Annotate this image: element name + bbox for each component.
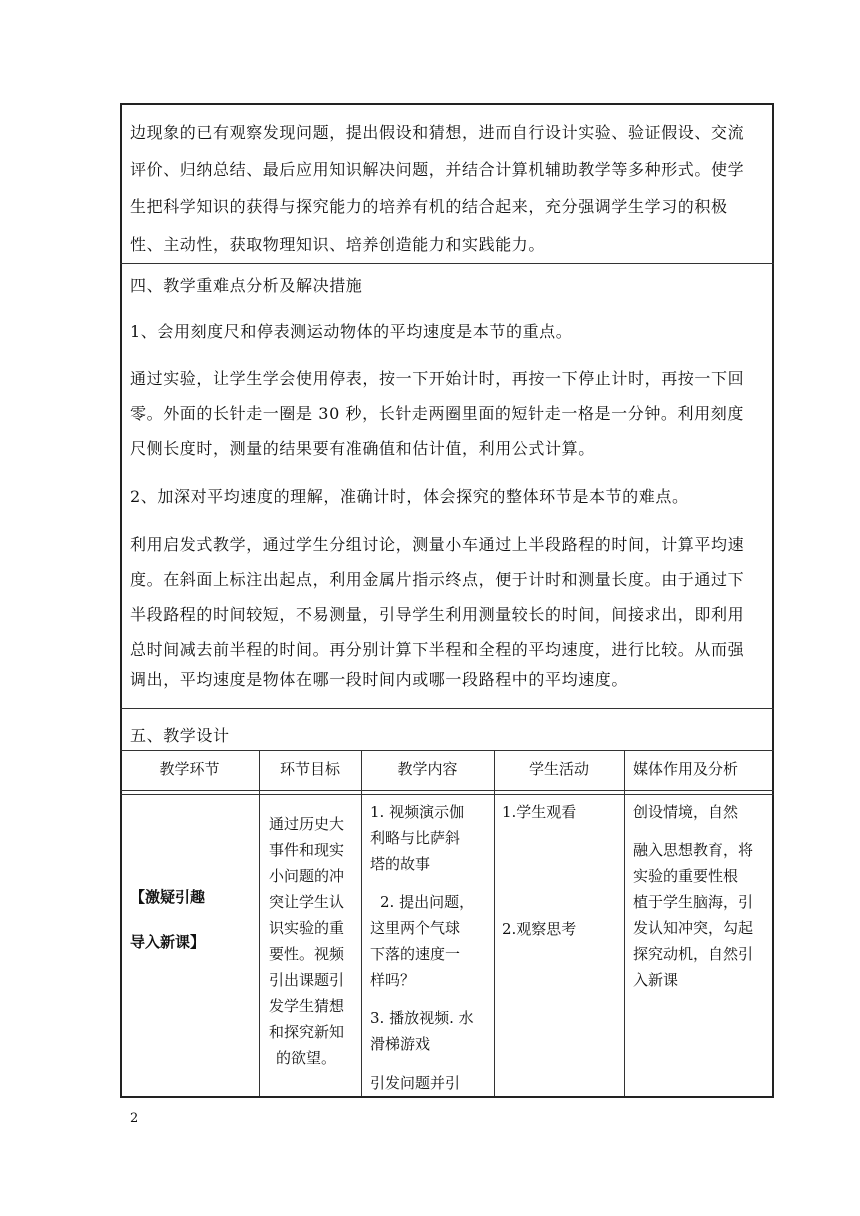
paragraph-line: 尺侧长度时，测量的结果要有准确值和估计值，利用公式计算。 xyxy=(130,439,595,458)
paragraph-line: 零。外面的长针走一圈是 30 秒，长针走两圈里面的短针走一格是一分钟。利用刻度 xyxy=(130,404,744,423)
content-line: 1. 视频演示伽 xyxy=(370,803,465,821)
content-line: 滑梯游戏 xyxy=(370,1035,431,1053)
media-line: 创设情境，自然 xyxy=(633,803,739,821)
content-line: 塔的故事 xyxy=(370,855,431,873)
table-bottom-border xyxy=(120,1096,774,1098)
media-line: 探究动机，自然引 xyxy=(633,945,754,963)
table-top-border xyxy=(120,103,774,105)
goal-line: 发学生猜想 xyxy=(269,997,345,1015)
column-divider xyxy=(624,750,625,1098)
content-line: 利略与比萨斜 xyxy=(370,829,461,847)
intro-line: 评价、归纳总结、最后应用知识解决问题，并结合计算机辅助教学等多种形式。使学 xyxy=(130,160,745,179)
goal-line: 事件和现实 xyxy=(269,841,345,859)
divider xyxy=(120,708,774,709)
divider xyxy=(120,263,774,264)
difficult-point: 2、加深对平均速度的理解，准确计时，体会探究的整体环节是本节的难点。 xyxy=(130,487,689,506)
activity-line: 1.学生观看 xyxy=(502,803,577,821)
content-line: 这里两个气球 xyxy=(370,919,461,937)
goal-line: 和探究新知 xyxy=(269,1023,345,1041)
paragraph-line: 调出，平均速度是物体在哪一段时间内或哪一段路程中的平均速度。 xyxy=(130,670,629,689)
media-line: 实验的重要性根 xyxy=(633,867,739,885)
goal-line: 要性。视频 xyxy=(269,945,345,963)
media-line: 入新课 xyxy=(633,971,679,989)
column-divider xyxy=(494,750,495,1098)
goal-line: 小问题的冲 xyxy=(269,867,345,885)
content-line: 2. 提出问题， xyxy=(380,893,475,911)
goal-line: 突让学生认 xyxy=(269,893,345,911)
intro-line: 性、主动性，获取物理知识、培养创造能力和实践能力。 xyxy=(130,235,546,254)
stage-label: 【激疑引趣 xyxy=(130,888,206,906)
goal-line: 的欲望。 xyxy=(276,1049,337,1067)
column-divider xyxy=(361,750,362,1098)
paragraph-line: 总时间减去前半程的时间。再分别计算下半程和全程的平均速度，进行比较。从而强 xyxy=(130,640,745,659)
intro-line: 边现象的已有观察发现问题，提出假设和猜想，进而自行设计实验、验证假设、交流 xyxy=(130,123,745,142)
activity-line: 2.观察思考 xyxy=(502,920,577,938)
paragraph-line: 度。在斜面上标注出起点，利用金属片指示终点，便于计时和测量长度。由于通过下 xyxy=(130,570,745,589)
section-heading: 四、教学重难点分析及解决措施 xyxy=(130,276,363,295)
column-header: 学生活动 xyxy=(528,760,589,778)
content-line: 样吗？ xyxy=(370,971,416,989)
media-line: 融入思想教育，将 xyxy=(633,841,754,859)
key-point: 1、会用刻度尺和停表测运动物体的平均速度是本节的重点。 xyxy=(130,322,573,341)
header-border xyxy=(120,790,774,791)
divider xyxy=(120,750,774,751)
header-border xyxy=(120,794,774,795)
section-heading: 五、教学设计 xyxy=(130,726,230,745)
stage-label: 导入新课】 xyxy=(130,933,206,951)
column-header: 环节目标 xyxy=(279,760,340,778)
content-line: 下落的速度一 xyxy=(370,945,461,963)
goal-line: 识实验的重 xyxy=(269,919,345,937)
goal-line: 通过历史大 xyxy=(269,815,345,833)
column-header: 教学内容 xyxy=(397,760,458,778)
goal-line: 引出课题引 xyxy=(269,971,345,989)
column-header: 教学环节 xyxy=(159,760,220,778)
content-line: 3. 播放视频. 水 xyxy=(370,1009,474,1027)
paragraph-line: 半段路程的时间较短，不易测量，引导学生利用测量较长的时间，间接求出，即利用 xyxy=(130,605,745,624)
column-header: 媒体作用及分析 xyxy=(633,760,739,778)
media-line: 植于学生脑海，引 xyxy=(633,893,754,911)
media-line: 发认知冲突，勾起 xyxy=(633,919,754,937)
column-divider xyxy=(259,750,260,1098)
intro-line: 生把科学知识的获得与探究能力的培养有机的结合起来，充分强调学生学习的积极 xyxy=(130,197,728,216)
content-line: 引发问题并引 xyxy=(370,1074,461,1092)
paragraph-line: 利用启发式教学，通过学生分组讨论，测量小车通过上半段路程的时间，计算平均速 xyxy=(130,535,745,554)
paragraph-line: 通过实验，让学生学会使用停表，按一下开始计时，再按一下停止计时，再按一下回 xyxy=(130,369,745,388)
page-number: 2 xyxy=(130,1111,139,1126)
